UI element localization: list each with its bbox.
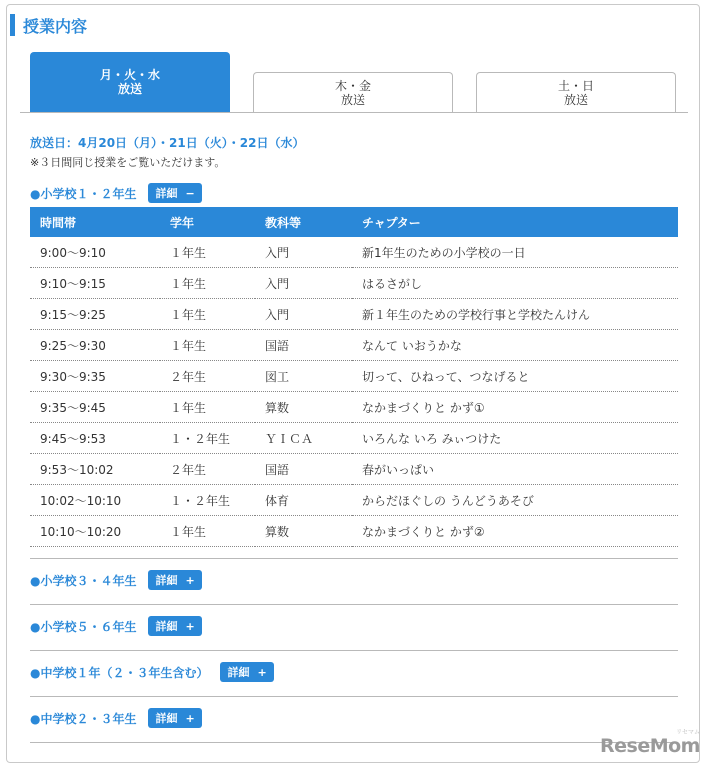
table-row — [30, 485, 678, 516]
cell-time: 9:10〜9:15 — [30, 268, 160, 299]
section-junior-high-2-3-header — [30, 708, 202, 728]
cell-subject: 国語 — [255, 454, 352, 485]
cell-time: 10:02〜10:10 — [30, 485, 160, 516]
detail-toggle-button[interactable] — [148, 708, 201, 728]
logo-brand-text: ReseMom — [600, 735, 700, 757]
section-label: ●小学校１・２年生 — [30, 186, 137, 201]
section-divider — [30, 558, 678, 559]
title-accent-bar — [10, 14, 15, 36]
tab-thu-fri[interactable] — [253, 72, 453, 112]
cell-grade: ２年生 — [160, 361, 255, 392]
cell-subject: 国語 — [255, 330, 352, 361]
tab-label-broadcast: 放送 — [563, 93, 588, 107]
table-row — [30, 330, 678, 361]
cell-chapter: なかまづくりと かず② — [352, 516, 678, 547]
page-title: 授業内容 — [23, 16, 88, 36]
column-header-subject: 教科等 — [255, 207, 352, 237]
tab-label-days: 木・金 — [334, 79, 371, 93]
logo-ruby-text: リセマム — [676, 729, 700, 736]
schedule-table — [30, 207, 678, 547]
cell-grade: １・２年生 — [160, 423, 255, 454]
broadcast-dates: 放送日：4月20日（月）・21日（火）・22日（水） — [30, 136, 305, 150]
cell-subject: 入門 — [255, 268, 352, 299]
section-elementary-3-4-header — [30, 570, 202, 590]
column-header-time: 時間帯 — [30, 207, 160, 237]
cell-time: 9:30〜9:35 — [30, 361, 160, 392]
cell-grade: ２年生 — [160, 454, 255, 485]
cell-chapter: 新１年生のための学校行事と学校たんけん — [352, 299, 678, 330]
resemom-watermark-logo — [600, 729, 700, 757]
section-divider — [30, 604, 678, 605]
section-divider — [30, 650, 678, 651]
section-label: ●小学校３・４年生 — [30, 573, 137, 588]
table-row — [30, 392, 678, 423]
cell-chapter: いろんな いろ みぃつけた — [352, 423, 678, 454]
detail-button-label: 詳細 — [155, 187, 178, 200]
section-junior-high-1-header — [30, 662, 274, 682]
table-row — [30, 268, 678, 299]
cell-grade: １年生 — [160, 392, 255, 423]
section-elementary-1-2-header — [30, 183, 202, 203]
cell-time: 9:15〜9:25 — [30, 299, 160, 330]
cell-grade: １年生 — [160, 237, 255, 268]
table-row — [30, 454, 678, 485]
cell-subject: 入門 — [255, 237, 352, 268]
detail-button-label: 詳細 — [155, 620, 178, 633]
cell-time: 9:45〜9:53 — [30, 423, 160, 454]
cell-grade: １年生 — [160, 330, 255, 361]
cell-chapter: 春がいっぱい — [352, 454, 678, 485]
section-label: ●小学校５・６年生 — [30, 619, 137, 634]
cell-time: 10:10〜10:20 — [30, 516, 160, 547]
cell-chapter: 新1年生のための小学校の一日 — [352, 237, 678, 268]
section-divider — [30, 742, 678, 743]
cell-grade: １年生 — [160, 516, 255, 547]
column-header-chapter: チャプター — [352, 207, 678, 237]
collapse-icon: − — [185, 186, 195, 200]
cell-chapter: はるさがし — [352, 268, 678, 299]
table-header-row — [30, 207, 678, 237]
table-row — [30, 423, 678, 454]
expand-icon: + — [185, 573, 195, 587]
cell-time: 9:35〜9:45 — [30, 392, 160, 423]
cell-subject: 算数 — [255, 392, 352, 423]
table-row — [30, 516, 678, 547]
expand-icon: + — [185, 711, 195, 725]
tab-mon-tue-wed[interactable] — [30, 52, 230, 112]
section-divider — [30, 696, 678, 697]
cell-time: 9:25〜9:30 — [30, 330, 160, 361]
detail-toggle-button[interactable] — [220, 662, 273, 682]
detail-button-label: 詳細 — [227, 666, 250, 679]
section-title — [10, 14, 87, 36]
cell-subject: 入門 — [255, 299, 352, 330]
table-row — [30, 361, 678, 392]
table-row — [30, 237, 678, 268]
cell-grade: １年生 — [160, 268, 255, 299]
cell-grade: １・２年生 — [160, 485, 255, 516]
cell-chapter: 切って、ひねって、つなげると — [352, 361, 678, 392]
cell-subject: ＹＩＣＡ — [255, 423, 352, 454]
tab-label-broadcast: 放送 — [340, 93, 365, 107]
cell-subject: 体育 — [255, 485, 352, 516]
table-row — [30, 299, 678, 330]
tab-label-days: 月・火・水 — [99, 68, 160, 82]
tab-label-days: 土・日 — [557, 79, 594, 93]
section-elementary-5-6-header — [30, 616, 202, 636]
cell-chapter: なんて いおうかな — [352, 330, 678, 361]
cell-subject: 図工 — [255, 361, 352, 392]
cell-time: 9:00〜9:10 — [30, 237, 160, 268]
expand-icon: + — [185, 619, 195, 633]
broadcast-day-tabs — [20, 52, 688, 113]
cell-subject: 算数 — [255, 516, 352, 547]
cell-chapter: なかまづくりと かず① — [352, 392, 678, 423]
tab-sat-sun[interactable] — [476, 72, 676, 112]
tab-label-broadcast: 放送 — [117, 82, 142, 96]
column-header-grade: 学年 — [160, 207, 255, 237]
same-lesson-note: ※３日間同じ授業をご覧いただけます。 — [30, 156, 226, 169]
detail-button-label: 詳細 — [155, 712, 178, 725]
detail-toggle-button[interactable] — [148, 570, 201, 590]
expand-icon: + — [257, 665, 267, 679]
cell-chapter: からだほぐしの うんどうあそび — [352, 485, 678, 516]
detail-toggle-button[interactable] — [148, 183, 201, 203]
cell-time: 9:53〜10:02 — [30, 454, 160, 485]
detail-button-label: 詳細 — [155, 574, 178, 587]
section-label: ●中学校１年（２・３年生含む） — [30, 665, 209, 680]
detail-toggle-button[interactable] — [148, 616, 201, 636]
cell-grade: １年生 — [160, 299, 255, 330]
section-label: ●中学校２・３年生 — [30, 711, 137, 726]
